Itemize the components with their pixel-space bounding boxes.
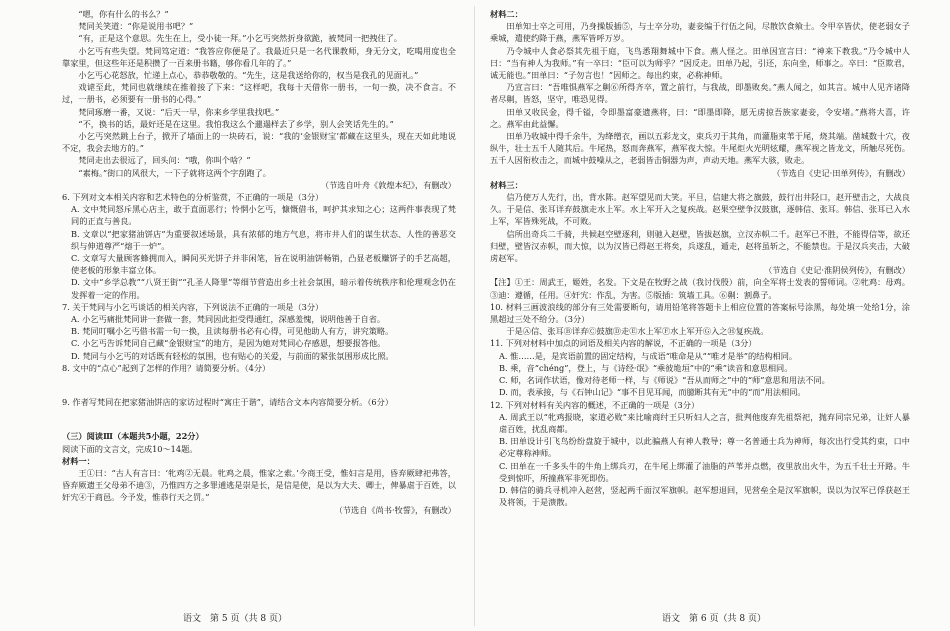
question-12-option-c: C. 田单在一千多头牛的牛角上绑兵刃，在牛尾上绑灌了油脂的芦苇并点燃，夜里放出火牛，为五千壮士开路。牛受到惊吓，所撞燕军非死即伤。 xyxy=(499,460,910,483)
question-9: 9. 作者写梵同在把家猪油饼店的家访过程时“寓庄于谐”，请结合文本内容简要分析。（6分） xyxy=(62,397,394,408)
story-paragraph: “有，正是这个意思。先生在上，受小徒一拜。”小乞丐突然折身欲跪，被梵同一把拽住了。 xyxy=(78,33,402,44)
question-12-option-d: D. 韩信的骑兵寻机冲入赵营，竖起两千面汉军旗帜。赵军想退回，见营垒全是汉军旗帜，误以为汉军已俘获赵王及将领，于是溃散。 xyxy=(499,484,910,508)
question-7-option-b: B. 梵同叮嘱小乞丐借书需一句一换，且读每册书必有心得，可见他助人有方，讲究策略。 xyxy=(71,326,394,337)
question-7-option-c: C. 小乞丐告诉梵同自己藏“金银财宝”的地方，是因为她对梵同心存感恩，想要报答他。 xyxy=(71,338,386,349)
material-2-paragraph: 乃宣言曰：“吾唯惧燕军之劓⑥所得齐卒，置之前行，与我战，即墨败矣。”燕人闻之，如其言。城中人见齐诸降者尽劓，皆怒，坚守，唯恐见得。 xyxy=(490,82,910,105)
answer-space xyxy=(62,374,456,396)
question-7-option-a: A. 小乞丐痛批梵同讲一套做一套，梵同因此拒受得通红，深感羞愧，说明他善于自省。 xyxy=(71,314,386,325)
story-paragraph: 小乞丐突然跳上台子，掀开了墙面上的一块砖石，说：“我的‘金银财宝’都藏在这里头，现在天如此地说不定，我会去地方的。” xyxy=(62,131,456,154)
story-paragraph: 小乞丐有些失望。梵同笃定道：“我答应你便是了。我最近只是一名代课教师，身无分文，吃喝用度也全靠家里，但这些年还是积攒了一百来册书籍，够你看几年的了。” xyxy=(62,45,456,68)
page-divider xyxy=(474,6,475,626)
question-6-option-b: B. 文章以“把家猪油饼店”为重要叙述场景，具有浓郁的地方气息，将市井人们的谋生状态、人性的善恶交织与伸道尊严“熔于一炉”。 xyxy=(71,228,456,251)
story-paragraph: 小乞丐心花怒放，忙递上点心，恭恭敬敬的。“先生，这是我送给你的，权当是我孔的见面礼。” xyxy=(78,70,419,81)
left-page xyxy=(0,0,470,631)
story-paragraph: 戏谑至此，梵同也就继续在推着接了下来：“这样吧，我每十天借你一册书，一旬一换，决不食言。不过，一册书，必须要有一册书的心得。” xyxy=(62,82,456,105)
story-passage xyxy=(62,8,456,179)
material-3-paragraph: 信乃使万人先行，出，背水陈。赵军望见而大笑。平旦，信建大将之旗鼓，鼓行出井陉口，赵开壁击之，大战良久。于是信、张耳详弃鼓旗走水上军。水上军开入之复疾战。赵果空壁争汉鼓旗，逐韩信、张耳。韩信、张耳已入水上军，军皆殊死战，不可败。 xyxy=(490,192,910,227)
annotation-note: 【注】①王：周武王，姬姓，名发。下文是在牧野之战（我讨伐殷）前，向全军将士发表的誓师词。②牝鸡：母鸡。③迪：遵循，任用。④奸宄：作乱，为害。⑤版插：筑墙工具。⑥劓：割鼻子。 xyxy=(490,277,910,300)
question-11-option-d: D. 而，表承接，与《石钟山记》“事不目见耳闻，而臆断其有无”中的“而”用法相同。 xyxy=(499,387,806,398)
story-paragraph: 梵同走出去很远了，回头问：“哦，你叫个啥？” xyxy=(78,155,251,166)
story-paragraph: “不，换书的话，最好还是在这里。我怕我这么个邋遢样去了乡学，别人会笑话先生的。” xyxy=(78,118,394,129)
question-12-option-b: B. 田单设计引飞鸟纷纷盘旋于城中，以此骗燕人有神人教导；尊一名普通士兵为神师，每次出行受其约束，口中必定尊称神师。 xyxy=(499,436,910,459)
question-7: 7. 关于梵同与小乞丐谈话的相关内容，下列说法不正确的一项是（3分） xyxy=(62,301,324,312)
section-heading: （三）阅读Ⅲ（本题共5小题，22分） xyxy=(62,431,204,442)
answer-space xyxy=(62,408,456,430)
question-6: 6. 下列对文本相关内容和艺术特色的分析鉴赏，不正确的一项是（3分） xyxy=(62,192,324,203)
material-2-paragraph: 田单乃收城中得千余牛，为绛缯衣，画以五彩龙文，束兵刃于其角，而灌脂束苇于尾，烧其端。凿城数十穴，夜纵牛，壮士五千人随其后。牛尾热，怒而奔燕军，燕军夜大惊。牛尾炬火光明炫耀，燕军视之皆龙文，所触尽死伤。五千人因衔枚击之，而城中鼓噪从之，老弱皆击铜器为声，声动天地。燕军大骇，败走。 xyxy=(490,131,910,166)
source-citation: （节选自《尚书·牧誓》，有删改） xyxy=(334,504,456,515)
question-6-option-c: C. 文章写大量顾客蜂拥而入，瞬间买光饼子并非闲笔，旨在说明油饼畅销，凸显老板赚饼子的手艺高超，使老板的形象丰富立体。 xyxy=(71,253,456,276)
source-citation: （节选自《史记·田单列传》，有删改） xyxy=(772,167,910,178)
material-3-paragraph: 信所出奇兵二千骑，共候赵空壁逐利，则驰入赵壁，皆拔赵旗，立汉赤帜二千。赵军已不胜，不能得信等，欲还归壁，壁皆汉赤帜，而大惊，以为汉皆已得赵王将矣，兵遂乱，遁走，赵将虽斩之，不能禁也。于是汉兵夹击，大破虏赵军。 xyxy=(490,228,910,264)
material-2-title: 材料二： xyxy=(490,9,523,19)
question-11-option-b: B. 乘，音“chéng”，登上，与《诗经·氓》“乘彼垝垣”中的“乘”读音和意思相同。 xyxy=(499,362,793,373)
section-instruction: 阅读下面的文言文，完成10～14题。 xyxy=(62,443,198,454)
question-6-option-d: D. 文中“乡学总教”“八贤王街”“孔圣人降罪”等细节营造出乡土社会氛围，暗示着传统秩序和伦理观念仍在发挥着一定的作用。 xyxy=(71,277,456,300)
story-paragraph: 梵同琢磨一番，又说：“后天一早，你来乡学里我找吧。” xyxy=(78,106,280,117)
question-7-option-d: D. 梵同与小乞丐的对话既有轻松的氛围，也有贴心的关爱，与前面的紧张氛围形成比照。 xyxy=(71,350,394,361)
question-11: 11. 下列对材料中加点的词语及相关内容的解说，不正确的一项是（3分） xyxy=(490,338,757,349)
material-1-text: 王①曰：“古人有言曰：‘牝鸡②无晨。牝鸡之晨，惟家之索。’今商王受，惟妇言是用，昏弃厥肆祀弗答，昏弃厥遗王父母弟不迪③，乃惟四方之多罪逋逃是崇是长，是信是使，是以为大夫、卿士，俾暴虐于百姓，以奸宄④于商邑。今予发，惟恭行天之罚。” xyxy=(62,467,456,503)
right-page xyxy=(478,0,950,631)
question-10: 10. 材料三画波浪线的部分有三处需要断句，请用铅笔将答题卡上相应位置的答案标号涂黑，每处填一处给1分，涂黑超过三处不给分。（3分） xyxy=(490,301,910,325)
story-paragraph: “嗯，你有什么的书么？” xyxy=(78,9,169,19)
story-paragraph: “素梅。”街口的风很大，一下子就将这两个字刮跑了。 xyxy=(78,167,271,178)
question-11-option-c: C. 师，名词作状语，像对待老师一样，与《师说》“吾从而师之”中的“师”意思和用法不同。 xyxy=(499,375,830,386)
question-12-option-a: A. 周武王以“牝鸡报晓，家道必败”来比喻商纣王只听妇人之言，批判他废弃先祖祭祀，抛弃同宗兄弟，让奸人暴虐百姓，扰乱商都。 xyxy=(499,411,910,434)
question-8: 8. 文中的“点心”起到了怎样的作用？请简要分析。（4分） xyxy=(62,362,271,373)
question-11-option-a: A. 惟……是，是宾语前置的固定结构，与成语“唯命是从”“唯才是举”的结构相同。 xyxy=(499,350,798,361)
question-10-sentence: 于是Ⓐ信、张耳Ⓑ详弃Ⓒ鼓旗Ⓓ走Ⓔ水上军Ⓕ水上军开Ⓖ入之Ⓗ复疾战。 xyxy=(506,326,769,337)
question-6-option-a: A. 文中梵同怒斥黑心店主，敢于直面恶行；怜惘小乞丐，慷慨借书，呵护其求知之心；这两件事表现了梵同的正直与善良。 xyxy=(71,204,456,227)
story-paragraph: 梵同关笑道：“你是说用书吧？” xyxy=(78,21,194,32)
material-1-title: 材料一： xyxy=(62,455,95,466)
material-3-title: 材料三： xyxy=(490,179,523,190)
source-citation: （节选自叶舟《敦煌本纪》，有删改） xyxy=(320,179,456,190)
question-12: 12. 下列对材料有关内容的概述，不正确的一项是（3分） xyxy=(490,399,700,410)
page-footer: 语文 第 6 页（共 8 页） xyxy=(662,613,766,624)
source-citation: （节选自《史记·淮阴侯列传》，有删改） xyxy=(764,265,910,276)
material-2-paragraph: 田单知士卒之可用，乃身操版插⑤，与士卒分功，妻妾编于行伍之间，尽散饮食飨士。令甲卒皆伏，使老弱女子乘城，遣使约降于燕，燕军皆呼万岁。 xyxy=(490,21,910,44)
page-footer: 语文 第 5 页（共 8 页） xyxy=(183,613,287,624)
material-2-paragraph: 乃令城中人食必祭其先祖于庭，飞鸟悉翔舞城中下食。燕人怪之。田单因宣言曰：“神来下教我。”乃令城中人曰：“当有神人为我师。”有一卒曰：“臣可以为师乎？”因反走。田单乃起，引还，东向坐，师事之。卒曰：“臣欺君，诚无能也。”田单曰：“子勿言也！”因师之。每出约束，必称神师。 xyxy=(490,45,910,81)
material-2-paragraph: 田单又收民金，得千镒，令即墨富豪遗燕将，曰：“即墨即降，愿无虏掠吾族家妻妾，令安堵。”燕将大喜，许之。燕军由此益懈。 xyxy=(490,106,910,129)
